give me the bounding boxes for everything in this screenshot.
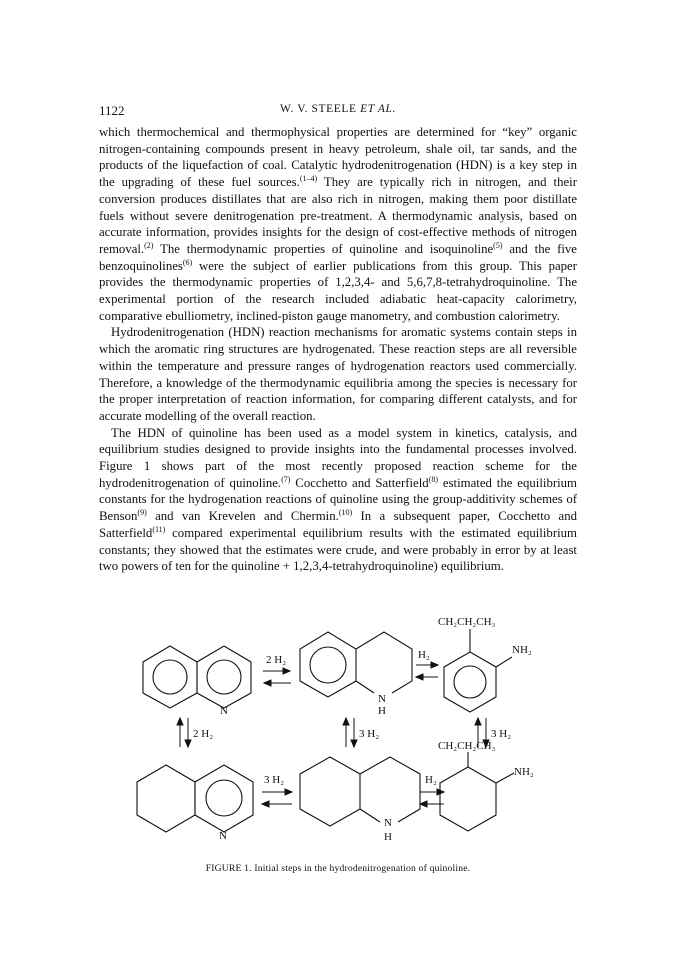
- thq1234-n-label: N: [378, 693, 386, 705]
- quinoline-benzene-ring: [143, 646, 197, 708]
- thq1234-n-bond: [356, 681, 374, 693]
- thq5678-n-label: N: [219, 830, 227, 842]
- citation-superscript: (9): [137, 508, 147, 518]
- paragraph-text: In a subsequent paper, Cocchetto and Satterfield: [99, 509, 577, 540]
- propylaniline-amine-bond: [496, 657, 512, 667]
- arrowhead-back-q-thq: [264, 680, 271, 686]
- thq5678-pyridine-aromatic-circle: [206, 780, 242, 816]
- arrowhead-up-middle: [343, 718, 349, 725]
- reagent-2h2-top: 2 H₂: [266, 654, 287, 666]
- propylcyclohexylamine-propyl-label: CH₂CH₂CH₃: [438, 740, 496, 752]
- reaction-scheme-figure: [98, 597, 578, 855]
- scheme-labels: [193, 616, 534, 843]
- citation-superscript: (7): [281, 474, 291, 484]
- propylaniline-nh2-label: NH₂: [512, 644, 532, 656]
- body-paragraph: [99, 124, 577, 324]
- propylaniline-ring: [444, 652, 496, 712]
- quinoline-n-label: N: [220, 705, 228, 717]
- reagent-3h2-bottom: 3 H₂: [264, 774, 285, 786]
- arrowhead-back-thq5678-dhq: [262, 801, 269, 807]
- reagent-3h2-middle: 3 H₂: [359, 728, 380, 740]
- arrowhead-down-left: [185, 740, 191, 747]
- thq1234-benzene-aromatic-circle: [310, 647, 346, 683]
- arrowhead-forward-thq5678-dhq: [285, 789, 292, 795]
- arrowhead-up-left: [177, 718, 183, 725]
- thq5678-saturated-ring: [137, 765, 195, 832]
- dhq-h-label: H: [384, 831, 392, 843]
- citation-superscript: (8): [428, 474, 439, 484]
- running-head: [99, 103, 577, 119]
- scheme-arrows: [177, 662, 489, 807]
- quinoline-benzene-aromatic-circle: [153, 660, 187, 694]
- propylcyclohexylamine-ring: [440, 767, 496, 831]
- paragraph-text: Cocchetto and Satterfield: [290, 475, 429, 490]
- citation-superscript: (2): [144, 240, 154, 250]
- body-text: [99, 124, 577, 575]
- dhq-carbocycle-ring: [300, 757, 360, 826]
- citation-superscript: (6): [182, 257, 193, 267]
- dhq-n-label: N: [384, 817, 392, 829]
- dhq-heterocycle-ring: [360, 757, 420, 822]
- paragraph-text: The thermodynamic properties of quinoline and isoquinoline: [153, 241, 494, 256]
- paragraph-text: compared experimental equilibrium results with the estimated equilibrium constants; they showed that the estimates were crude, and were probably in error by at least two powers of ten for the quinoline + 1,2,3,4-tetrahydroquinoline) equilibrium.: [99, 525, 577, 574]
- propylaniline-propyl-label: CH₂CH₂CH₃: [438, 616, 496, 628]
- paragraph-text: estimated the equilibrium constants for the hydrogenation reactions of quinoline using the group-additivity schemes of Benson: [99, 475, 578, 524]
- reagent-3h2-right: 3 H₂: [491, 728, 512, 740]
- body-paragraph: [99, 324, 577, 424]
- thq1234-saturated-ring: [356, 632, 412, 693]
- citation-superscript: (10): [338, 508, 353, 518]
- thq1234-benzene-ring: [300, 632, 356, 697]
- arrowhead-back-dhq-pcha: [420, 801, 427, 807]
- author-etal: ET AL.: [360, 103, 396, 115]
- author-names: W. V. STEELE: [280, 103, 357, 115]
- arrowhead-back-thq-pa: [416, 674, 423, 680]
- paragraph-text: Hydrodenitrogenation (HDN) reaction mechanisms for aromatic systems contain steps in which the aromatic ring structures are hydrogenated. These reaction steps are all reversible within the temperature and pressure ranges of hydrogenation reactors used commercially. Therefore, a knowledge of the thermodynamic equilibria among the species is necessary for the proper interpretation of reaction information, for comparing different catalysts, and for accurate modelling of the overall reaction.: [99, 325, 577, 423]
- paragraph-text: which thermochemical and thermophysical properties are determined for “key” organic nitrogen-containing compounds present in heavy petroleum, shale oil, tar sands, and the products of the liquefaction of coal. Catalytic hydrodenitrogenation (HDN) is a key step in the upgrading of these fuel sources.: [99, 125, 577, 190]
- quinoline-pyridine-aromatic-circle: [207, 660, 241, 694]
- paragraph-text: and the five benzoquinolines: [99, 241, 577, 273]
- propylcyclohexylamine-amine-bond: [496, 773, 514, 783]
- propylaniline-aromatic-circle: [454, 666, 486, 698]
- paragraph-text: They are typically rich in nitrogen, and their conversion produces distillates that are also rich in nitrogen, making them poor distillate fuels without severe denitrogenation pre-treatment. A thermodynamic analysis, based on accurate information, provides insights for the design of cost-effective methods of nitrogen removal.: [99, 175, 577, 256]
- paragraph-text: The HDN of quinoline has been used as a model system in kinetics, catalysis, and equilibrium studies designed to provide insights into the fundamental processes involved. Figure 1 shows part of the most recently proposed reaction scheme for the hydrodenitrogenation of quinoline.: [99, 425, 577, 490]
- reagent-h2-bottom: H₂: [425, 774, 437, 786]
- running-head-authors: [99, 103, 577, 115]
- thq5678-pyridine-ring: [195, 765, 253, 832]
- arrowhead-forward-thq-pa: [431, 662, 438, 668]
- page-number: 1122: [99, 103, 125, 118]
- arrowhead-forward-q-thq: [283, 668, 290, 674]
- figure-caption: FIGURE 1. Initial steps in the hydrodenitrogenation of quinoline.: [205, 863, 471, 874]
- dhq-n-bond: [360, 809, 380, 822]
- reagent-h2-top: H₂: [418, 649, 430, 661]
- arrowhead-down-middle: [351, 740, 357, 747]
- citation-superscript: (5): [493, 240, 503, 250]
- citation-superscript: (11): [152, 524, 166, 534]
- thq1234-h-label: H: [378, 705, 386, 717]
- propylcyclohexylamine-nh2-label: NH₂: [514, 766, 534, 778]
- paragraph-text: and van Krevelen and Chermin.: [146, 509, 339, 524]
- reagent-2h2-left: 2 H₂: [193, 728, 214, 740]
- arrowhead-up-right: [475, 718, 481, 725]
- paragraph-text: were the subject of earlier publications from this group. This paper provides the thermodynamic properties of 1,2,3,4- and 5,6,7,8-tetrahydroquinoline. The experimental portion of the research included adiabatic heat-capacity calorimetry, comparative ebulliometry, inclined-piston gauge manometry, and combustion calorimetry.: [99, 258, 577, 323]
- body-paragraph: [99, 425, 577, 575]
- quinoline-pyridine-ring: [197, 646, 251, 708]
- citation-superscript: (1–4): [299, 174, 318, 184]
